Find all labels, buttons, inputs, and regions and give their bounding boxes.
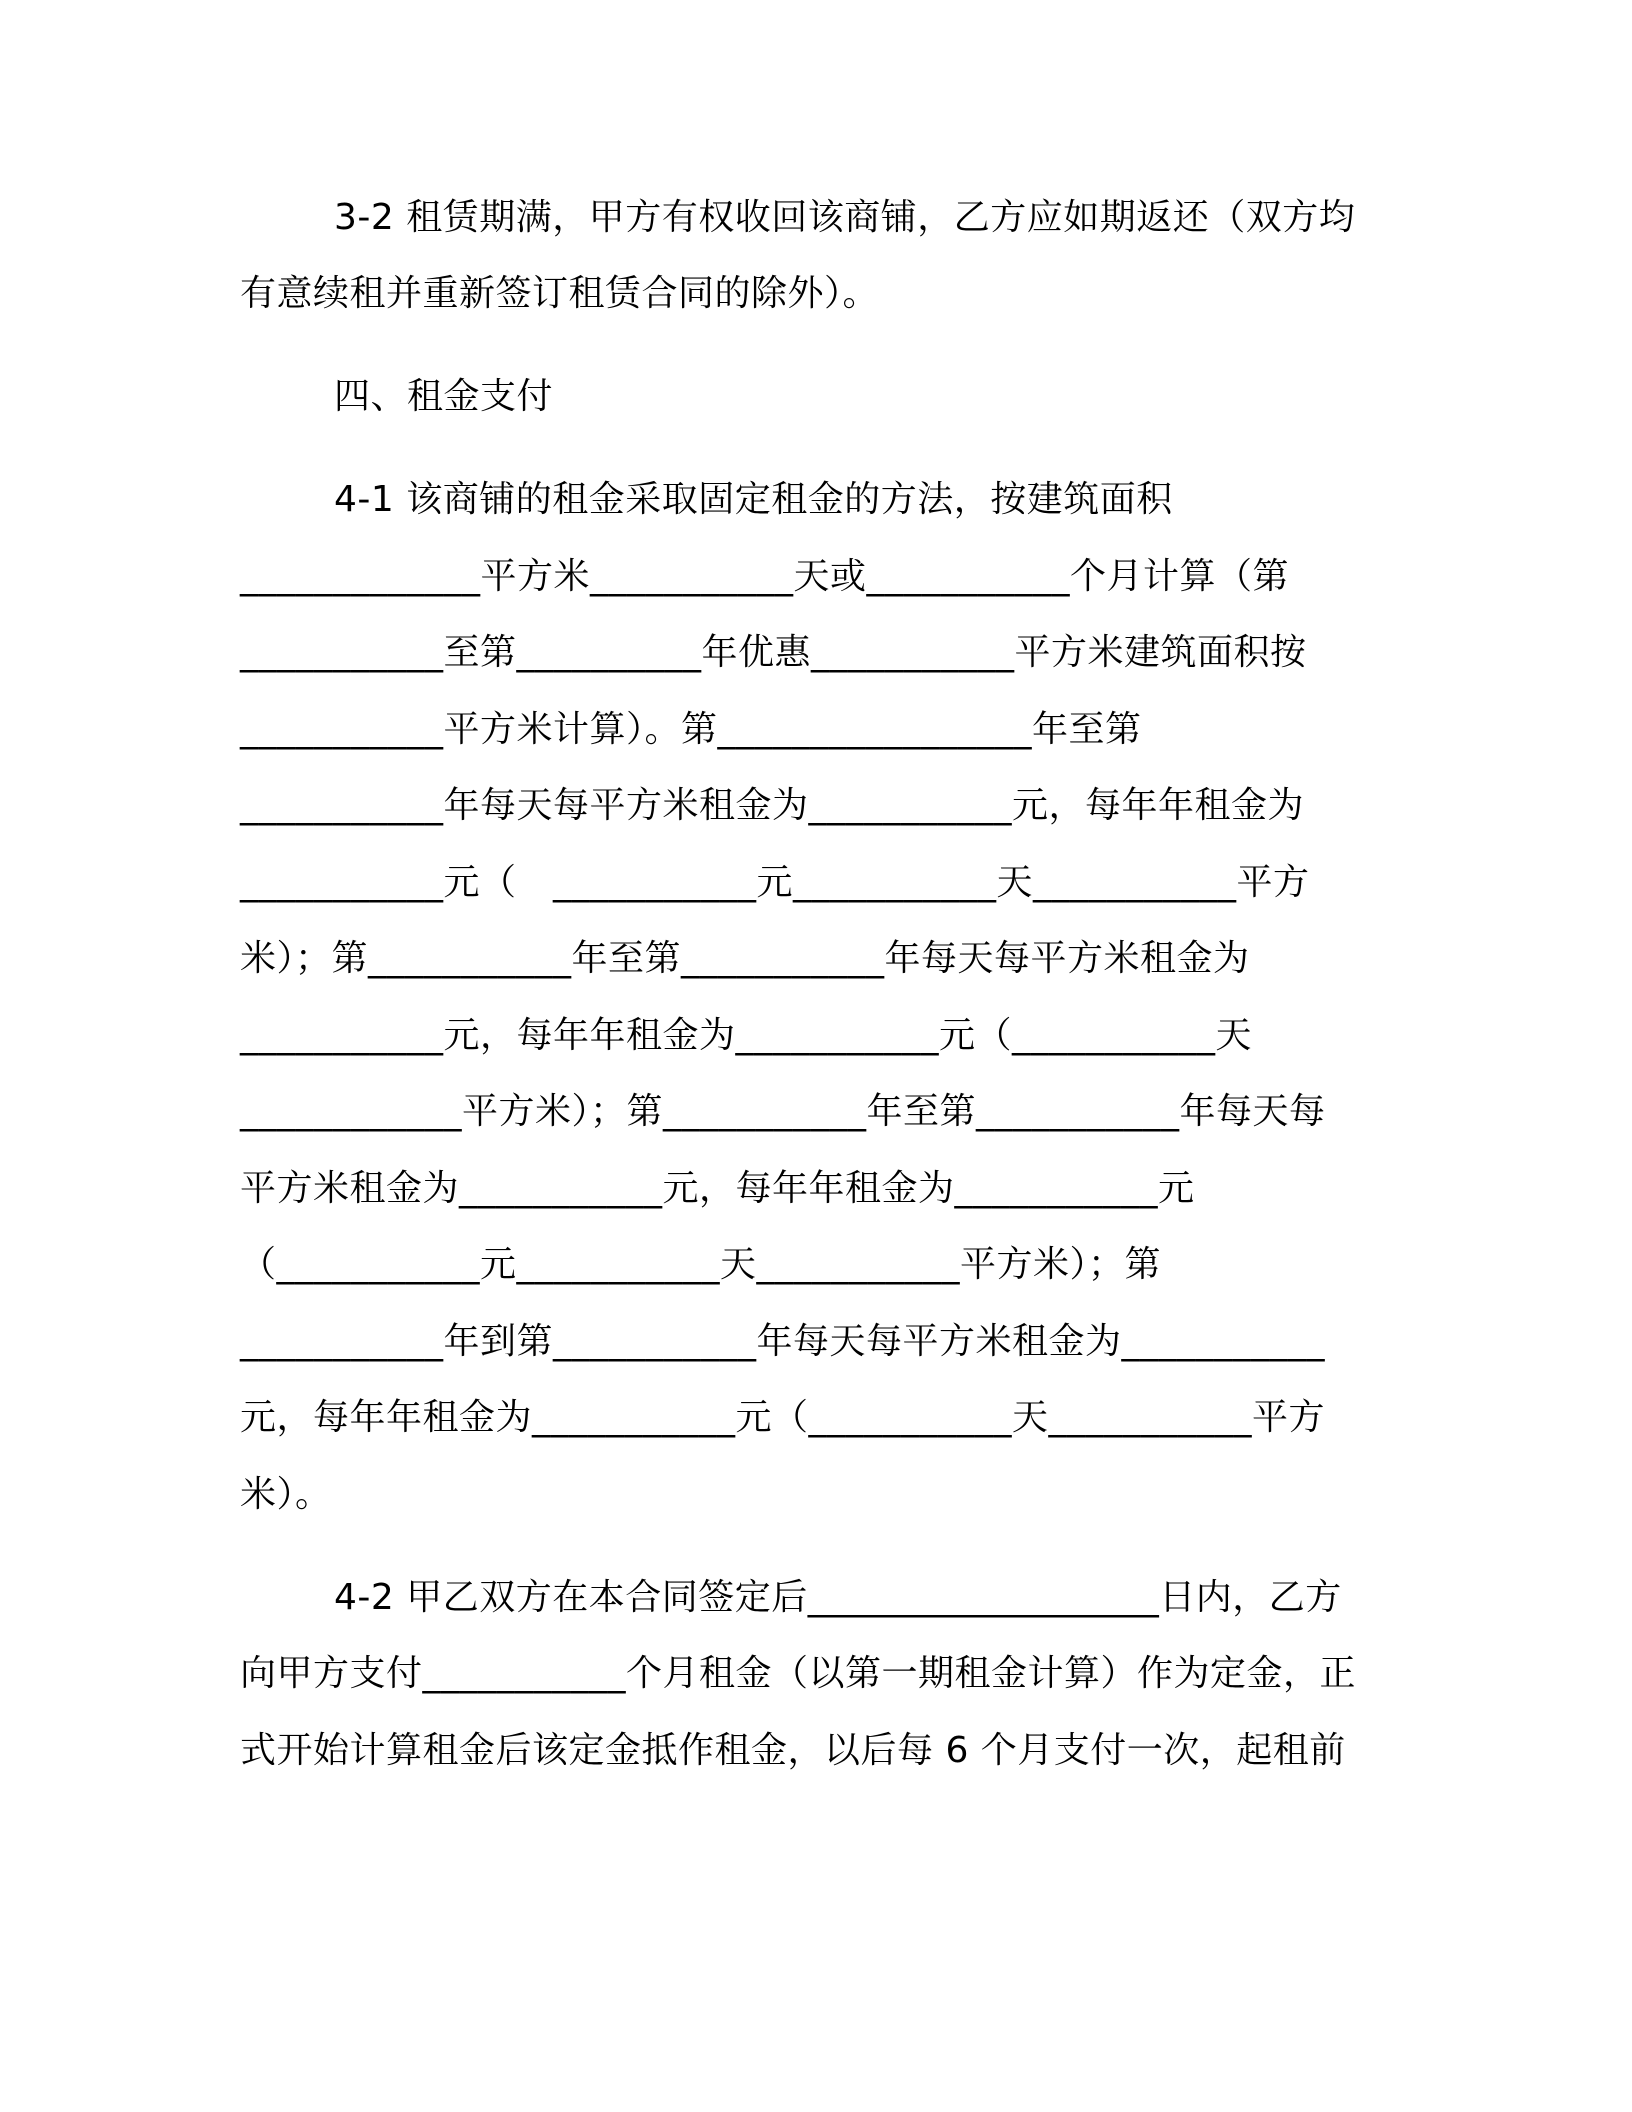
clause-4-1-line-5: ___________年每天每平方米租金为___________元，每年年租金为 bbox=[240, 785, 1305, 826]
clause-4-1-line-6: ___________元（ ___________元___________天___________平方 bbox=[240, 862, 1310, 903]
clause-4-1-line-11: （___________元___________天___________平方米）；第 bbox=[240, 1244, 1162, 1285]
clause-4-1-line-14: 米）。 bbox=[240, 1474, 332, 1515]
clause-4-2-line-1: 4-2 甲乙双方在本合同签定后___________________日内，乙方 bbox=[334, 1577, 1342, 1618]
clause-4-1-line-1: 4-1 该商铺的租金采取固定租金的方法，按建筑面积 bbox=[334, 479, 1173, 520]
clause-4-1-line-7: 米）；第___________年至第___________年每天每平方米租金为 bbox=[240, 938, 1250, 979]
clause-4-2-line-3: 式开始计算租金后该定金抵作租金，以后每 6 个月支付一次，起租前 bbox=[240, 1730, 1346, 1771]
clause-4-2-line-2: 向甲方支付___________个月租金（以第一期租金计算）作为定金，正 bbox=[240, 1653, 1357, 1694]
clause-4-1-line-8: ___________元，每年年租金为___________元（___________天 bbox=[240, 1015, 1253, 1056]
clause-4-1-line-13: 元，每年年租金为___________元（___________天___________平方 bbox=[240, 1397, 1326, 1438]
section-heading-rent-payment: 四、租金支付 bbox=[334, 376, 554, 417]
clause-4-1-line-2: _____________平方米___________天或___________个月计算（第 bbox=[240, 556, 1290, 597]
clause-4-1-line-12: ___________年到第___________年每天每平方米租金为___________ bbox=[240, 1321, 1326, 1362]
clause-4-1-line-3: ___________至第__________年优惠___________平方米建筑面积按 bbox=[240, 632, 1307, 673]
clause-3-2-line-2: 有意续租并重新签订租赁合同的除外）。 bbox=[240, 273, 880, 314]
clause-4-1-line-4: ___________平方米计算）。第_________________年至第 bbox=[240, 709, 1142, 750]
clause-3-2-line-1: 3-2 租赁期满，甲方有权收回该商铺，乙方应如期返还（双方均 bbox=[334, 197, 1356, 238]
clause-4-1-line-10: 平方米租金为___________元，每年年租金为___________元 bbox=[240, 1168, 1195, 1209]
clause-4-1-line-9: ____________平方米）；第___________年至第___________年每天每 bbox=[240, 1091, 1326, 1132]
